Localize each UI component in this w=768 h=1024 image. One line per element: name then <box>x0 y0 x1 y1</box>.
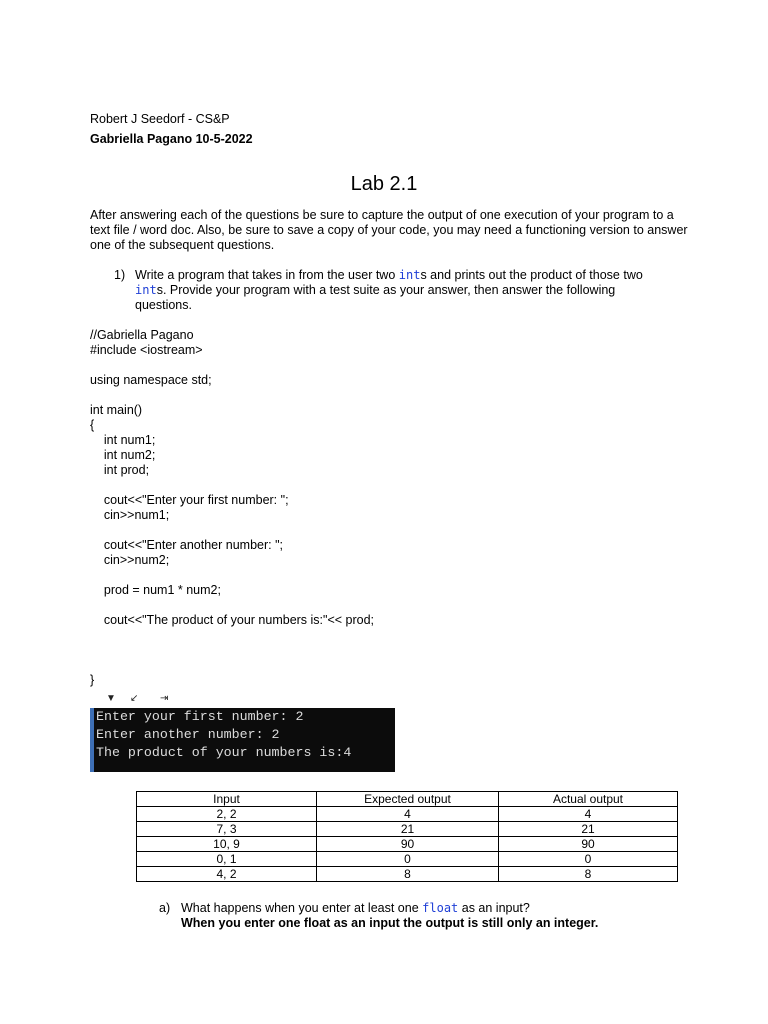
console-line: Enter your first number: 2 <box>96 709 304 724</box>
header-input: Input <box>137 792 317 807</box>
code-line: prod = num1 * num2; <box>90 583 221 597</box>
code-line: using namespace std; <box>90 373 212 387</box>
sub-question-label: a) <box>159 901 171 915</box>
sub-question-answer: When you enter one float as an input the output is still only an integer. <box>181 916 599 930</box>
code-line: int num2; <box>90 448 156 462</box>
code-line: { <box>90 418 95 432</box>
console-output <box>90 708 395 772</box>
code-line: } <box>90 673 95 687</box>
table-row: 7, 3 21 21 <box>137 822 678 837</box>
code-line: cin>>num1; <box>90 508 170 522</box>
dropdown-arrow-icon: ▼ <box>106 693 116 704</box>
code-line <box>90 598 374 613</box>
question-1-text: Write a program that takes in from the user two ints and prints out the product of those two ints. Provide your program with a test suite as your answer, then answer the following questions. <box>135 268 643 312</box>
header-expected: Expected output <box>317 792 499 807</box>
table-header-row <box>137 792 678 807</box>
code-line: cin>>num2; <box>90 553 170 567</box>
resize-icon: ↙ <box>130 693 139 704</box>
code-line: #include <iostream> <box>90 343 203 357</box>
code-line: //Gabriella Pagano <box>90 328 194 342</box>
console-toolbar <box>90 693 395 708</box>
code-line: int main() <box>90 403 143 417</box>
intro-paragraph: After answering each of the questions be sure to capture the output of one execution of your program to a text file / word doc. Also, be sure to save a copy of your code, you may need a functioning version to answer one of the subsequent questions. <box>90 208 688 252</box>
float-keyword: float <box>422 901 459 915</box>
exit-icon: ⇥ <box>160 693 169 704</box>
int-keyword: int <box>135 283 157 297</box>
code-line: int num1; <box>90 433 156 447</box>
code-line <box>90 628 374 643</box>
table-row: 10, 9 90 90 <box>137 837 678 852</box>
console-line: Enter another number: 2 <box>96 727 280 742</box>
code-line <box>90 358 374 373</box>
code-line <box>90 643 374 658</box>
table-row: 0, 1 0 0 <box>137 852 678 867</box>
code-line <box>90 658 374 673</box>
student-line: Gabriella Pagano 10-5-2022 <box>90 132 253 146</box>
code-line <box>90 568 374 583</box>
code-line: int prod; <box>90 463 150 477</box>
test-suite-table <box>136 791 678 882</box>
code-line: cout<<"The product of your numbers is:"<< prod; <box>90 613 375 627</box>
code-line <box>90 388 374 403</box>
code-line: cout<<"Enter your first number: "; <box>90 493 289 507</box>
table-row: 2, 2 4 4 <box>137 807 678 822</box>
page-title: Lab 2.1 <box>350 173 418 195</box>
table-row: 4, 2 8 8 <box>137 867 678 882</box>
question-number: 1) <box>114 268 126 282</box>
code-block <box>90 328 374 688</box>
code-line <box>90 478 374 493</box>
console-screenshot <box>90 693 395 777</box>
code-line: cout<<"Enter another number: "; <box>90 538 284 552</box>
int-keyword: int <box>398 268 421 282</box>
header-actual: Actual output <box>499 792 678 807</box>
code-line <box>90 523 374 538</box>
sub-question-text: What happens when you enter at least one float as an input? <box>181 901 530 915</box>
console-line: The product of your numbers is:4 <box>96 745 352 760</box>
author-line: Robert J Seedorf - CS&P <box>90 112 230 126</box>
